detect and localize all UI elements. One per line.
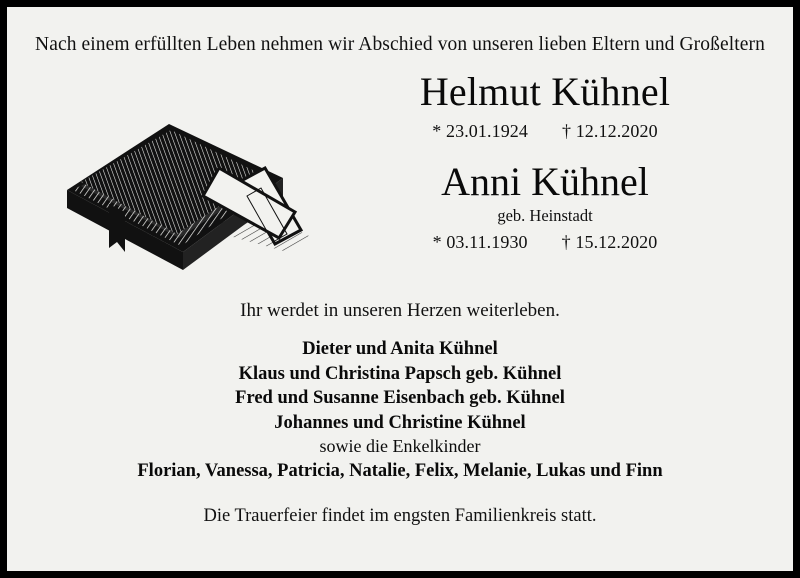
person-two-death: † 15.12.2020 xyxy=(561,231,658,252)
grandchildren-names: Florian, Vanessa, Patricia, Natalie, Felix, Melanie, Lukas und Finn xyxy=(137,461,663,482)
memorial-verse: Ihr werdet in unseren Herzen weiterleben. xyxy=(240,300,560,321)
person-one-name: Helmut Kühnel xyxy=(419,69,671,114)
memorial-main-section xyxy=(7,70,793,282)
grandchildren-intro: sowie die Enkelkinder xyxy=(319,436,481,457)
person-one-dates xyxy=(307,121,783,142)
family-list xyxy=(7,337,793,484)
person-two-name: Anni Kühnel xyxy=(441,158,649,204)
family-member-line: Johannes und Christine Kühnel xyxy=(274,412,526,433)
page-title: Nach einem erfüllten Leben nehmen wir Abschied von unseren lieben Eltern und Großeltern xyxy=(35,34,765,55)
person-one-death: † 12.12.2020 xyxy=(562,120,658,141)
person-two-maiden-name: geb. Heinstadt xyxy=(497,205,593,225)
funeral-notice: Die Trauerfeier findet im engsten Familienkreis statt. xyxy=(203,505,597,526)
family-member-line: Dieter und Anita Kühnel xyxy=(302,339,498,359)
book-with-cross-icon xyxy=(51,86,321,276)
person-one-birth: * 23.01.1924 xyxy=(432,120,528,141)
person-two-dates xyxy=(307,232,783,253)
person-two-birth: * 03.11.1930 xyxy=(432,231,528,252)
family-member-line: Fred und Susanne Eisenbach geb. Kühnel xyxy=(235,388,565,409)
family-member-line: Klaus und Christina Papsch geb. Kühnel xyxy=(238,363,562,384)
names-block xyxy=(307,70,783,253)
